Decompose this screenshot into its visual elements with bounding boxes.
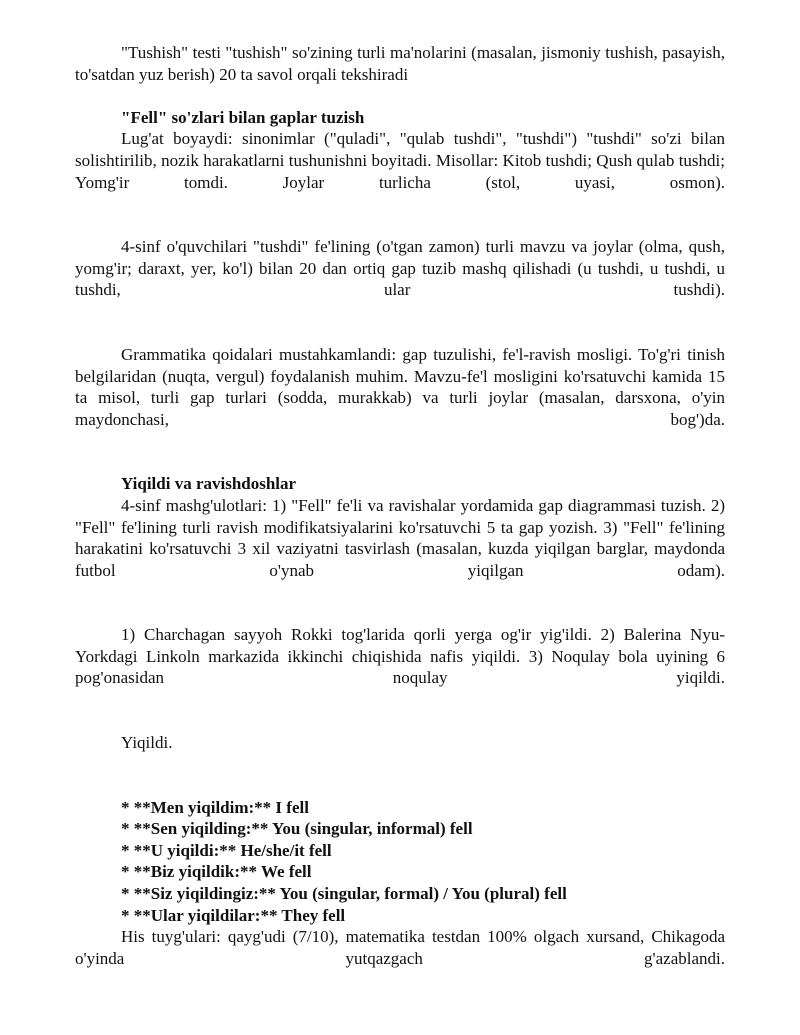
paragraph-his-tuygulari: His tuyg'ulari: qayg'udi (7/10), matematika testdan 100% olgach xursand, Chikagoda o'yinda yutqazgach g'azablandi. <box>75 927 725 968</box>
paragraph-mashgulotlar: 4-sinf mashg'ulotlari: 1) "Fell" fe'li va ravishalar yordamida gap diagrammasi tuzish. 2) "Fell" fe'lining turli ravish modifikatsiyalarini ko'rsatuvchi 5 ta gap yozish. 3) "Fell" fe'lining harakatini ko'rsatuvchi 3 xil vaziyatni tasvirlash (masalan, kuzda yiqilgan barglar, maydonda futbol o'ynab yiqilgan odam). <box>75 495 725 580</box>
spacer <box>75 581 725 624</box>
spacer <box>75 754 725 797</box>
paragraph-lugat: Lug'at boyaydi: sinonimlar ("quladi", "qulab tushdi", "tushdi") "tushdi" so'zi bilan solishtirilib, nozik harakatlarni tushunishni boyitadi. Misollar: Kitob tushdi; Qush qulab tushdi; Yomg'ir tomdi. Joylar turlicha (stol, uyasi, osmon). <box>75 129 725 192</box>
spacer <box>75 193 725 236</box>
paragraph-examples: 1) Charchagan sayyoh Rokki tog'larida qorli yerga og'ir yig'ildi. 2) Balerina Nyu-Yorkdagi Linkoln markazida ikkinchi chiqishida nafis yiqildi. 3) Noqulay bola uyining 6 pog'onasidan noqulay yiqildi. <box>75 625 725 688</box>
list-item: * **U yiqildi:** He/she/it fell <box>121 840 332 860</box>
spacer <box>75 430 725 473</box>
list-item: * **Siz yiqildingiz:** You (singular, formal) / You (plural) fell <box>121 884 567 904</box>
paragraph-4-sinf-tushdi: 4-sinf o'quvchilari "tushdi" fe'lining (o'tgan zamon) turli mavzu va joylar (olma, qush, yomg'ir; daraxt, yer, ko'l) bilan 20 dan ortiq gap tuzib mashq qilishadi (u tushdi, u tushdi, u tushdi, ular tushdi). <box>75 237 725 300</box>
list-item: * **Ular yiqildilar:** They fell <box>121 905 346 925</box>
spacer <box>75 689 725 732</box>
paragraph-tushish-test: "Tushish" testi "tushish" so'zining turli ma'nolarini (masalan, jismoniy tushish, pasayish, to'satdan yuz berish) 20 ta savol orqali tekshiradi <box>75 43 725 84</box>
spacer <box>75 85 725 107</box>
list-item: * **Sen yiqilding:** You (singular, informal) fell <box>121 819 473 839</box>
heading-yiqildi-ravishdoshlar: Yiqildi va ravishdoshlar <box>121 474 297 494</box>
paragraph-grammatika: Grammatika qoidalari mustahkamlandi: gap tuzulishi, fe'l-ravish mosligi. To'g'ri tinish belgilaridan (nuqta, vergul) foydalanish muhim. Mavzu-fe'l mosligini ko'rsatuvchi kamida 15 ta misol, turli gap turlari (sodda, murakkab) va turli joylar (masalan, darsxona, o'yin maydonchasi, bog')da. <box>75 344 725 429</box>
spacer <box>75 301 725 344</box>
list-item: * **Men yiqildim:** I fell <box>121 797 309 817</box>
paragraph-yiqildi: Yiqildi. <box>121 733 173 753</box>
list-item: * **Biz yiqildik:** We fell <box>121 862 312 882</box>
heading-fell-gaplar: "Fell" so'zlari bilan gaplar tuzish <box>121 107 365 127</box>
